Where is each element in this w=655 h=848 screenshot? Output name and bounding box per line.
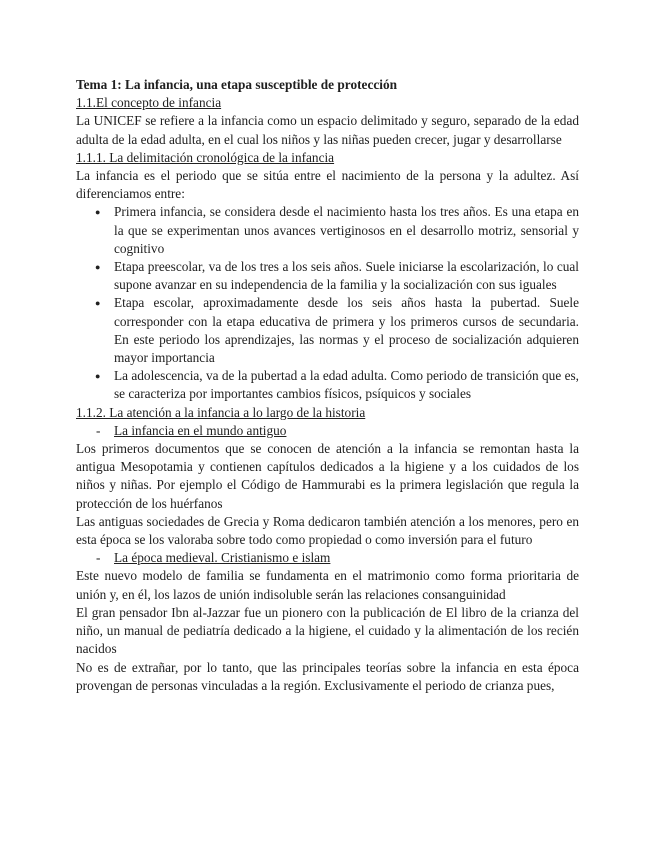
paragraph-ancient-2: Las antiguas sociedades de Grecia y Roma dedicaron también atención a los menores, pero en esta época se los valoraba sobre todo como propiedad o como inversión para el futuro <box>76 513 579 548</box>
section-heading-1-1-2: 1.1.2. La atención a la infancia a lo largo de la historia <box>76 404 366 420</box>
list-item: ● La adolescencia, va de la pubertad a la edad adulta. Como periodo de transición que es, se caracteriza por importantes cambios físicos, psíquicos y sociales <box>76 367 579 403</box>
subheading-ancient-world <box>76 422 579 440</box>
stages-list <box>76 203 579 403</box>
paragraph-concept: La UNICEF se refiere a la infancia como un espacio delimitado y seguro, separado de la edad adulta de la edad adulta, en el cual los niños y las niñas pueden crecer, jugar y desarrollarse <box>76 113 579 147</box>
subheading-medieval-label: La época medieval. Cristianismo e islam <box>114 550 331 566</box>
paragraph-medieval-1: Este nuevo modelo de familia se fundamenta en el matrimonio como forma prioritaria de unión y, en él, los lazos de unión indisoluble serán las relaciones consanguinidad <box>76 568 579 602</box>
subheading-ancient-label: La infancia en el mundo antiguo <box>114 422 287 438</box>
list-item: ● Etapa preescolar, va de los tres a los seis años. Suele iniciarse la escolarización, lo cual supone avanzar en su independencia de la familia y la socialización con sus iguales <box>76 258 579 294</box>
section-heading-1-1: 1.1.El concepto de infancia <box>76 95 222 111</box>
paragraph-ancient-1: Los primeros documentos que se conocen de atención a la infancia se remontan hasta la antigua Mesopotamia y contienen capítulos dedicados a la higiene y a los cuidados de los niños y niñas. Por ejemplo el Código de Hammurabi es la primera legislación que regula la protección de los huérfanos <box>76 441 579 511</box>
list-item: ● Etapa escolar, aproximadamente desde los seis años hasta la pubertad. Suele corresponder con la etapa educativa de primera y los primeros cursos de secundaria. En este periodo los aprendizajes, las normas y el proceso de socialización adquieren mayor importancia <box>76 294 579 367</box>
document-title: Tema 1: La infancia, una etapa susceptible de protección <box>76 77 397 92</box>
paragraph-delimitation: La infancia es el periodo que se sitúa entre el nacimiento de la persona y la adultez. Así diferenciamos entre: <box>76 168 579 202</box>
list-item: ● Primera infancia, se considera desde el nacimiento hasta los tres años. Es una etapa en la que se experimentan unos avances vertiginosos en el desarrollo motriz, sensorial y cognitivo <box>76 203 579 258</box>
paragraph-medieval-3: No es de extrañar, por lo tanto, que las principales teorías sobre la infancia en esta época provengan de personas vinculadas a la región. Exclusivamente el periodo de crianza pues, <box>76 659 579 693</box>
paragraph-medieval-2: El gran pensador Ibn al-Jazzar fue un pionero con la publicación de El libro de la crianza del niño, un manual de pediatría dedicado a la higiene, el cuidado y la alimentación de los recién nacidos <box>76 604 579 657</box>
subheading-medieval <box>76 549 579 567</box>
section-heading-1-1-1: 1.1.1. La delimitación cronológica de la infancia <box>76 149 335 165</box>
